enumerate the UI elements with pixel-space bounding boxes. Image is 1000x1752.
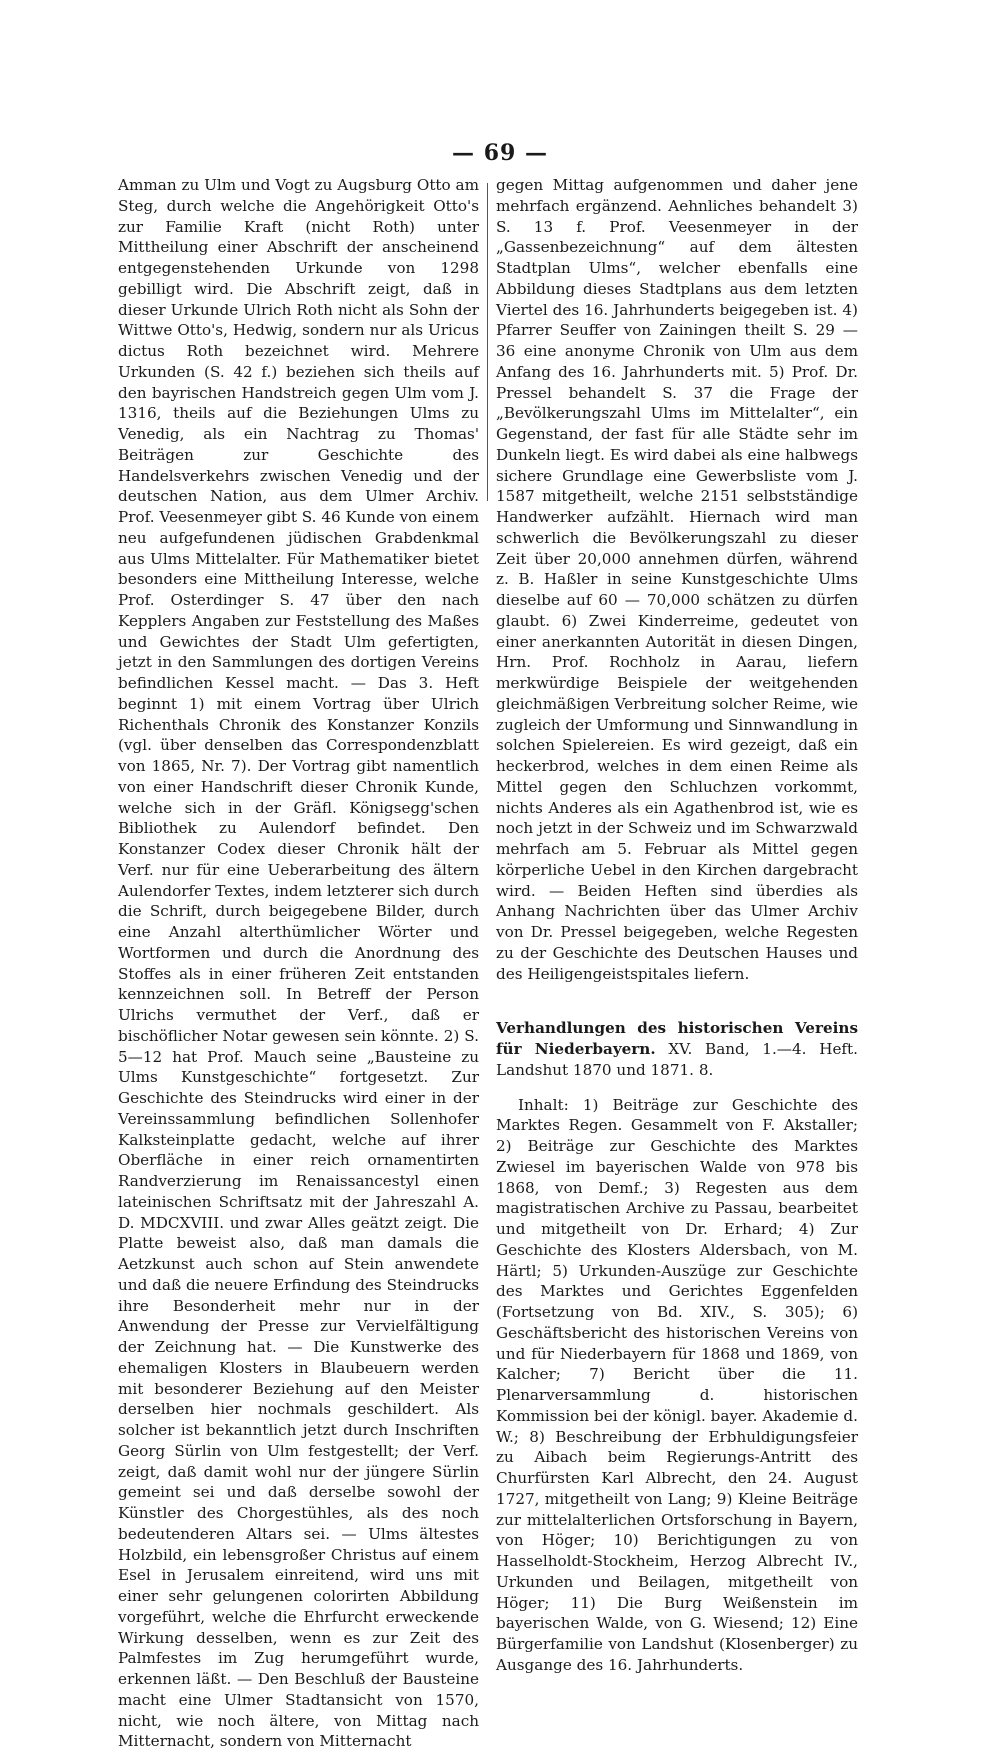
section-heading [496,1018,858,1080]
section-meta: XV. Band, 1.—4. Heft. Landshut 1870 und 1871. 8. [496,1040,858,1079]
left-column [118,175,479,1752]
column-divider [487,183,488,501]
left-column-text: Amman zu Ulm und Vogt zu Augsburg Otto am Steg, durch welche die Angehörigkeit Otto's zur Familie Kraft (nicht Roth) unter Mittheilung einer Abschrift der anscheinend entgegenstehenden Urkunde von 1298 gebilligt wird. Die Abschrift zeigt, daß in dieser Urkunde Ulrich Roth nicht als Sohn der Wittwe Otto's, Hedwig, sondern nur als Uricus dictus Roth bezeichnet wird. Mehrere Urkunden (S. 42 f.) beziehen sich theils auf den bayrischen Handstreich gegen Ulm vom J. 1316, theils auf die Beziehungen Ulms zu Venedig, als ein Nachtrag zu Thomas' Beiträgen zur Geschichte des Handelsverkehrs zwischen Venedig und der deutschen Nation, aus dem Ulmer Archiv. Prof. Veesenmeyer gibt S. 46 Kunde von einem neu aufgefundenen jüdischen Grabdenkmal aus Ulms Mittelalter. Für Mathematiker bietet besonders eine Mittheilung Interesse, welche Prof. Osterdinger S. 47 über den nach Kepplers Angaben zur Feststellung des Maßes und Gewichtes der Stadt Ulm gefertigten, jetzt in den Sammlungen des dortigen Vereins befindlichen Kessel macht. — Das 3. Heft beginnt 1) mit einem Vortrag über Ulrich Richenthals Chronik des Konstanzer Konzils (vgl. über denselben das Correspondenzblatt von 1865, Nr. 7). Der Vortrag gibt namentlich von einer Handschrift dieser Chronik Kunde, welche sich in der Gräfl. Königsegg'schen Bibliothek zu Aulendorf befindet. Den Konstanzer Codex dieser Chronik hält der Verf. nur für eine Ueberarbeitung des ältern Aulendorfer Textes, indem letzterer sich durch die Schrift, durch beigegebene Bilder, durch eine Anzahl alterthümlicher Wörter und Wortformen und durch die Anordnung des Stoffes als in einer früheren Zeit entstanden kennzeichnen soll. In Betreff der Person Ulrichs vermuthet der Verf., daß er bischöflicher Notar gewesen sein könnte. 2) S. 5—12 hat Prof. Mauch seine „Bausteine zu Ulms Kunstgeschichte“ fortgesetzt. Zur Geschichte des Steindrucks wird einer in der Vereinssammlung befindlichen Sollenhofer Kalksteinplatte gedacht, welche auf ihrer Oberfläche in einer reich ornamentirten Randverzierung im Renaissancestyl einen lateinischen Schriftsatz mit der Jahreszahl A. D. MDCXVIII. und zwar Alles geätzt zeigt. Die Platte beweist also, daß man damals die Aetzkunst auch schon auf Stein anwendete und daß die neuere Erfindung des Steindrucks ihre Besonderheit mehr nur in der Anwendung der Presse zur Vervielfältigung der Zeichnung hat. — Die Kunstwerke des ehemaligen Klosters in Blaubeuern werden mit besonderer Beziehung auf den Meister derselben hier nochmals geschildert. Als solcher ist bekanntlich jetzt durch Inschriften Georg Sürlin von Ulm festgestellt; der Verf. zeigt, daß damit wohl nur der jüngere Sürlin gemeint sei und daß derselbe sowohl der Künstler des Chorgestühles, als des noch bedeutenderen Altars sei. — Ulms ältestes Holzbild, ein lebensgroßer Christus auf einem Esel in Jerusalem einreitend, wird uns mit einer sehr gelungenen colorirten Abbildung vorgeführt, welche die Ehrfurcht erweckende Wirkung desselben, wenn es zur Zeit des Palmfestes im Zug herumgeführt wurde, erkennen läßt. — Den Beschluß der Bausteine macht eine Ulmer Stadtansicht von 1570, nicht, wie noch ältere, von Mittag nach Mitternacht, sondern von Mitternacht [118,176,480,1751]
page-number: — 69 — [452,140,548,166]
section-body: Inhalt: 1) Beiträge zur Geschichte des Marktes Regen. Gesammelt von F. Akstaller; 2) Beiträge zur Geschichte des Marktes Zwiesel im bayerischen Walde von 978 bis 1868, von Demf.; 3) Regesten aus dem magistratischen Archive zu Passau, bearbeitet und mitgetheilt von Dr. Erhard; 4) Zur Geschichte des Klosters Aldersbach, von M. Härtl; 5) Urkunden-Auszüge zur Geschichte des Marktes und Gerichtes Eggenfelden (Fortsetzung von Bd. XIV., S. 305); 6) Geschäftsbericht des historischen Vereins von und für Niederbayern für 1868 und 1869, von Kalcher; 7) Bericht über die 11. Plenarversammlung d. historischen Kommission bei der königl. bayer. Akademie d. W.; 8) Beschreibung der Erbhuldigungsfeier zu Aibach beim Regierungs-Antritt des Churfürsten Karl Albrecht, den 24. August 1727, mitgetheilt von Lang; 9) Kleine Beiträge zur mittelalterlichen Ortsforschung in Bayern, von Höger; 10) Berichtigungen zu von Hasselholdt-Stockheim, Herzog Albrecht IV., Urkunden und Beilagen, mitgetheilt von Höger; 11) Die Burg Weißenstein im bayerischen Walde, von G. Wiesend; 12) Eine Bürgerfamilie von Landshut (Klosenberger) zu Ausgange des 16. Jahrhunderts. [496,1095,858,1674]
section-title: Verhandlungen des historischen Vereins für Niederbayern. [496,1019,858,1058]
right-column [496,175,858,1676]
right-column-continuation: gegen Mittag aufgenommen und daher jene mehrfach ergänzend. Aehnliches behandelt 3) S. 13 f. Prof. Veesenmeyer in der „Gassenbezeichnung“ auf dem ältesten Stadtplan Ulms“, welcher ebenfalls eine Abbildung dieses Stadtplans aus dem letzten Viertel des 16. Jahrhunderts beigegeben ist. 4) Pfarrer Seuffer von Zainingen theilt S. 29 — 36 eine anonyme Chronik von Ulm aus dem Anfang des 16. Jahrhunderts mit. 5) Prof. Dr. Pressel behandelt S. 37 die Frage der „Bevölkerungszahl Ulms im Mittelalter“, ein Gegenstand, der fast für alle Städte sehr im Dunkeln liegt. Es wird dabei als eine halbwegs sichere Grundlage eine Gewerbsliste vom J. 1587 mitgetheilt, welche 2151 selbstständige Handwerker aufzählt. Hiernach wird man schwerlich die Bevölkerungszahl zu dieser Zeit über 20,000 annehmen dürfen, während z. B. Haßler in seine Kunstgeschichte Ulms dieselbe auf 60 — 70,000 schätzen zu dürfen glaubt. 6) Zwei Kinderreime, gedeutet von einer anerkannten Autorität in diesen Dingen, Hrn. Prof. Rochholz in Aarau, liefern merkwürdige Beispiele der weitgehenden gleichmäßigen Verbreitung solcher Reime, wie zugleich der Umformung und Sinnwandlung in solchen Spielereien. Es wird gezeigt, daß ein heckerbrod, welches in dem einen Reime als Mittel gegen den Schluchzen vorkommt, nichts Anderes als ein Agathenbrod ist, wie es noch jetzt in der Schweiz und im Schwarzwald mehrfach am 5. Februar als Mittel gegen körperliche Uebel in den Kirchen dargebracht wird. — Beiden Heften sind überdies als Anhang Nachrichten über das Ulmer Archiv von Dr. Pressel beigegeben, welche Regesten zu der Geschichte des Deutschen Hauses und des Heiligengeistspitales liefern. [496,176,858,983]
